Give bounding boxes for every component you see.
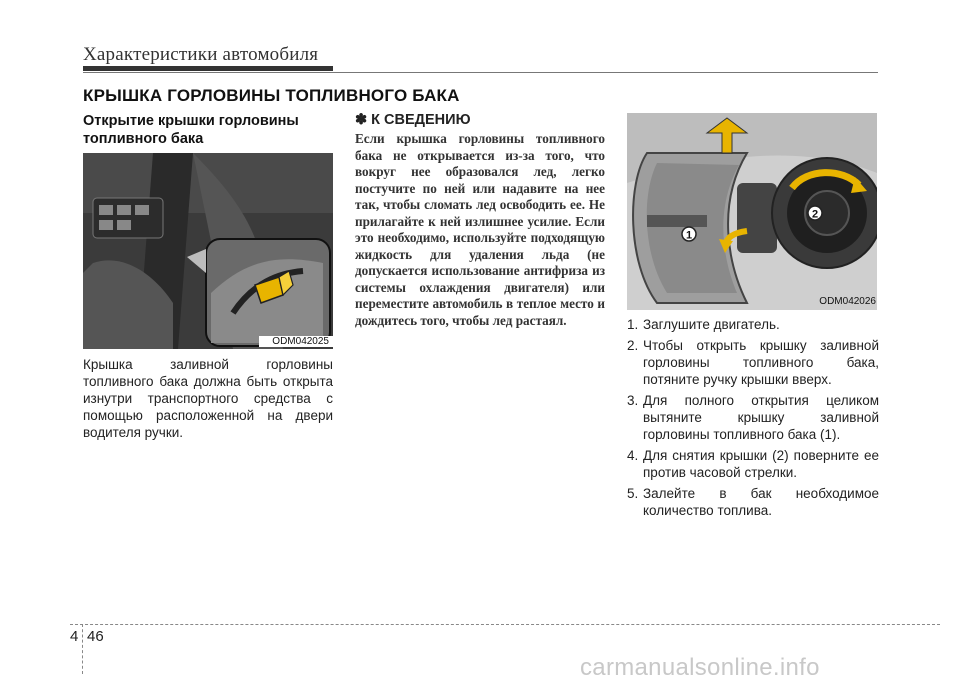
watermark: carmanualsonline.info <box>580 654 820 681</box>
footer-divider <box>82 624 83 674</box>
callout-2: 2 <box>811 208 819 221</box>
image-caption: ODM042025 <box>259 336 333 347</box>
list-item: 2. Чтобы открыть крышку заливной горловины топливного бака, потяните ручку крышки вверх. <box>627 338 879 387</box>
callout-1: 1 <box>685 229 693 242</box>
note-heading: ✽ К СВЕДЕНИЮ <box>355 112 471 128</box>
section-title: КРЫШКА ГОРЛОВИНЫ ТОПЛИВНОГО БАКА <box>83 86 460 105</box>
list-item: 3. Для полного открытия целиком вытяните крышку заливной горловины топливного бака (1). <box>627 393 879 442</box>
body-paragraph: Крышка заливной горловины топливного бака должна быть открыта изнутри транспортного средства с помощью расположенной на двери водителя ручки. <box>83 357 333 440</box>
chapter-number: 4 <box>70 628 79 645</box>
image-caption: ODM042026 <box>819 296 876 307</box>
list-item: 1. Заглушите двигатель. <box>627 317 780 332</box>
page-number: 46 <box>87 628 104 645</box>
door-handle-photo <box>83 153 333 349</box>
running-header: Характеристики автомобиля <box>83 44 319 65</box>
steps-list <box>627 316 879 523</box>
subsection-heading: Открытие крышки горловины топливного бака <box>83 113 299 147</box>
note-paragraph: Если крышка горловины топливного бака не открывается из-за того, что вокруг нее образовался лед, легко постучите по ней или надавите на нее так, чтобы сломать лед освободить ее. Не прилагайте к ней излишнее усилие. Если это необходимо, используйте подходящую жидкость для удаления льда (не допускается использование антифриза из системы охлаждения двигателя) или переместите автомобиль в теплое место и дождитесь того, чтобы лед растаял. <box>355 131 605 328</box>
header-rule <box>83 72 878 73</box>
header-rule-accent <box>83 66 333 71</box>
list-item: 5. Залейте в бак необходимое количество топлива. <box>627 486 879 518</box>
footer-rule <box>70 624 940 625</box>
list-item: 4. Для снятия крышки (2) поверните ее против часовой стрелки. <box>627 448 879 480</box>
fuel-cap-photo <box>627 113 877 310</box>
